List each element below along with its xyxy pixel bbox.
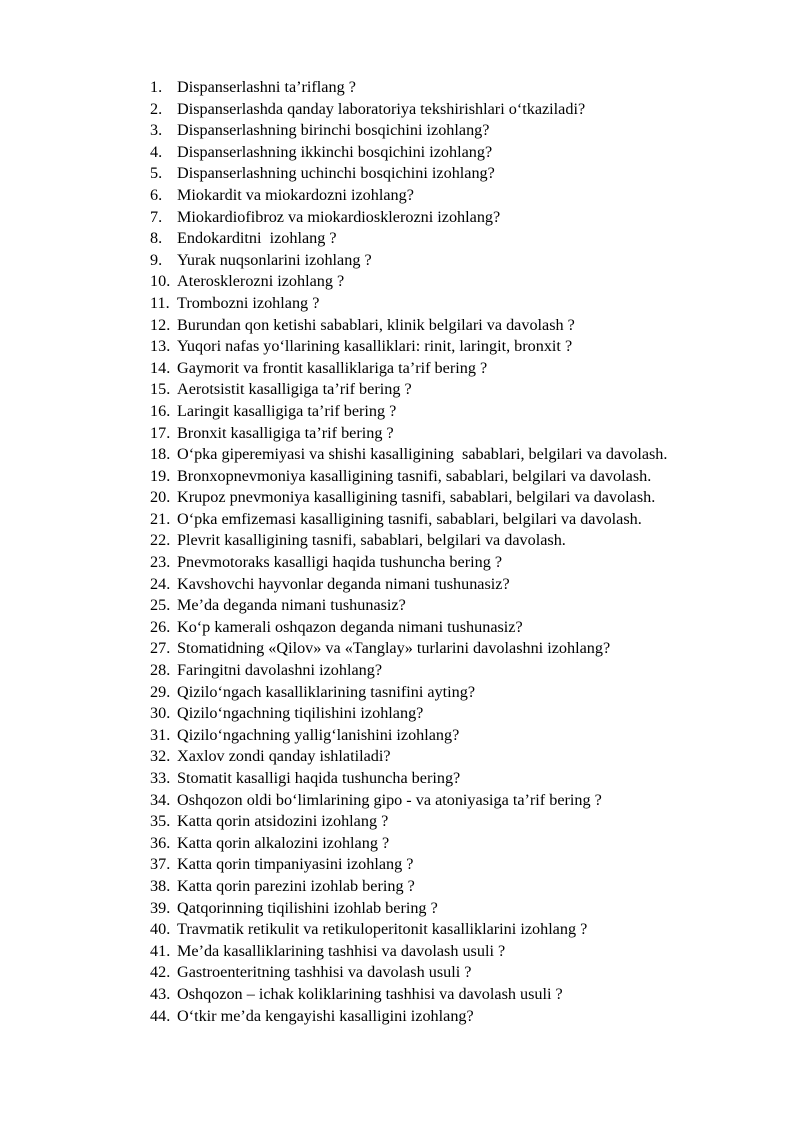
question-text: Me’da kasalliklarining tashhisi va davolash usuli ? [177,941,506,960]
question-text: Endokarditni izohlang ? [177,229,337,248]
question-number: 41. [150,941,171,960]
question-text: Plevrit kasalligining tasnifi, sabablari, belgilari va davolash. [177,531,566,550]
question-number: 32. [150,747,171,766]
question-item [150,811,770,833]
question-number: 44. [150,1006,171,1025]
question-text: Gaymorit va frontit kasalliklariga ta’rif bering ? [177,358,488,377]
question-item [150,487,770,509]
question-item [150,99,770,121]
question-item [150,790,770,812]
question-text: Ko‘p kamerali oshqazon deganda nimani tushunasiz? [177,617,523,636]
question-item [150,336,770,358]
question-number: 7. [150,207,163,226]
question-item [150,77,770,99]
question-text: Miokardit va miokardozni izohlang? [177,185,414,204]
question-number: 26. [150,617,171,636]
question-item [150,876,770,898]
question-number: 6. [150,185,163,204]
question-item [150,725,770,747]
question-text: Yuqori nafas yo‘llarining kasalliklari: rinit, laringit, bronxit ? [177,337,573,356]
question-number: 17. [150,423,171,442]
question-text: Oshqozon oldi bo‘limlarining gipo - va atoniyasiga ta’rif bering ? [177,790,602,809]
question-number: 30. [150,704,171,723]
question-item [150,250,770,272]
question-number: 3. [150,121,163,140]
question-item [150,703,770,725]
question-number: 33. [150,769,171,787]
question-item [150,919,770,941]
question-number: 14. [150,358,171,377]
question-text: Dispanserlashda qanday laboratoriya tekshirishlari o‘tkaziladi? [177,99,586,118]
question-item [150,530,770,552]
question-text: Trombozni izohlang ? [177,293,320,312]
question-item [150,746,770,768]
question-text: Katta qorin alkalozini izohlang ? [177,833,390,852]
question-text: Kavshovchi hayvonlar deganda nimani tushunasiz? [177,574,510,593]
question-number: 31. [150,725,171,744]
question-number: 19. [150,466,171,485]
question-item [150,898,770,920]
question-item [150,574,770,596]
question-number: 18. [150,445,171,464]
question-text: Xaxlov zondi qanday ishlatiladi? [177,747,391,766]
question-item [150,228,770,250]
question-number: 11. [150,293,170,312]
question-text: Bronxit kasalligiga ta’rif bering ? [177,423,394,442]
question-item [150,379,770,401]
question-text: O‘pka giperemiyasi va shishi kasalligining sabablari, belgilari va davolash. [177,445,668,464]
question-text: Bronxopnevmoniya kasalligining tasnifi, sabablari, belgilari va davolash. [177,466,652,485]
question-number: 21. [150,509,171,528]
question-number: 34. [150,790,171,809]
question-text: O‘pka emfizemasi kasalligining tasnifi, sabablari, belgilari va davolash. [177,509,642,528]
question-text: Pnevmotoraks kasalligi haqida tushuncha bering ? [177,553,503,572]
question-item [150,941,770,963]
question-text: Katta qorin parezini izohlab bering ? [177,876,415,895]
question-item [150,768,770,790]
question-text: Aerotsistit kasalligiga ta’rif bering ? [177,380,412,399]
question-text: Qizilo‘ngach kasalliklarining tasnifini ayting? [177,682,476,701]
question-text: Dispanserlashni ta’riflang ? [177,78,356,96]
question-number: 35. [150,812,171,831]
question-text: Katta qorin timpaniyasini izohlang ? [177,855,414,874]
question-item [150,444,770,466]
question-number: 28. [150,661,171,680]
question-item [150,142,770,164]
question-item [150,617,770,639]
question-item [150,984,770,1006]
question-item [150,660,770,682]
question-item [150,466,770,488]
question-text: Gastroenteritning tashhisi va davolash usuli ? [177,963,472,982]
question-number: 29. [150,682,171,701]
question-item [150,163,770,185]
question-number: 43. [150,984,171,1003]
question-number: 15. [150,380,171,399]
question-item [150,358,770,380]
question-text: Katta qorin atsidozini izohlang ? [177,812,389,831]
question-text: Laringit kasalligiga ta’rif bering ? [177,401,397,420]
question-text: Stomatit kasalligi haqida tushuncha bering? [177,769,461,787]
question-text: Stomatidning «Qilov» va «Tanglay» turlarini davolashni izohlang? [177,639,611,658]
question-item [150,207,770,229]
question-number: 36. [150,833,171,852]
question-number: 27. [150,639,171,658]
question-text: Miokardiofibroz va miokardiosklerozni izohlang? [177,207,501,226]
question-number: 37. [150,855,171,874]
question-number: 8. [150,229,163,248]
question-item [150,552,770,574]
question-text: Burundan qon ketishi sabablari, klinik belgilari va davolash ? [177,315,575,334]
question-number: 16. [150,401,171,420]
question-number: 38. [150,876,171,895]
question-item [150,638,770,660]
question-item [150,271,770,293]
question-number: 13. [150,337,171,356]
question-text: Yurak nuqsonlarini izohlang ? [177,250,372,269]
question-text: Oshqozon – ichak koliklarining tashhisi va davolash usuli ? [177,984,563,1003]
question-text: Dispanserlashning uchinchi bosqichini izohlang? [177,164,495,183]
question-item [150,595,770,617]
question-number: 20. [150,488,171,507]
question-number: 10. [150,272,171,291]
question-item [150,315,770,337]
question-number: 4. [150,142,163,161]
question-text: Me’da deganda nimani tushunasiz? [177,596,406,615]
question-item [150,185,770,207]
question-item [150,1006,770,1028]
question-item [150,962,770,984]
question-number: 5. [150,164,163,183]
question-number: 39. [150,898,171,917]
question-number: 12. [150,315,171,334]
question-item [150,423,770,445]
question-text: Travmatik retikulit va retikuloperitonit kasalliklarini izohlang ? [177,920,588,939]
question-item [150,833,770,855]
question-text: Faringitni davolashni izohlang? [177,661,382,680]
question-number: 24. [150,574,171,593]
question-item [150,120,770,142]
question-number: 22. [150,531,171,550]
question-item [150,854,770,876]
question-number: 40. [150,920,171,939]
question-text: O‘tkir me’da kengayishi kasalligini izohlang? [177,1006,474,1025]
question-text: Dispanserlashning birinchi bosqichini izohlang? [177,121,490,140]
question-item [150,401,770,423]
question-number: 25. [150,596,171,615]
question-text: Aterosklerozni izohlang ? [177,272,345,291]
question-text: Qizilo‘ngachning yallig‘lanishini izohlang? [177,725,460,744]
question-number: 23. [150,553,171,572]
question-number: 42. [150,963,171,982]
question-item [150,509,770,531]
question-list [150,77,770,1027]
question-text: Qizilo‘ngachning tiqilishini izohlang? [177,704,424,723]
question-text: Krupoz pnevmoniya kasalligining tasnifi, sabablari, belgilari va davolash. [177,488,656,507]
question-item [150,293,770,315]
question-number: 9. [150,250,163,269]
question-number: 2. [150,99,163,118]
question-number: 1. [150,78,163,96]
question-text: Dispanserlashning ikkinchi bosqichini izohlang? [177,142,493,161]
question-text: Qatqorinning tiqilishini izohlab bering ? [177,898,438,917]
question-item [150,682,770,704]
